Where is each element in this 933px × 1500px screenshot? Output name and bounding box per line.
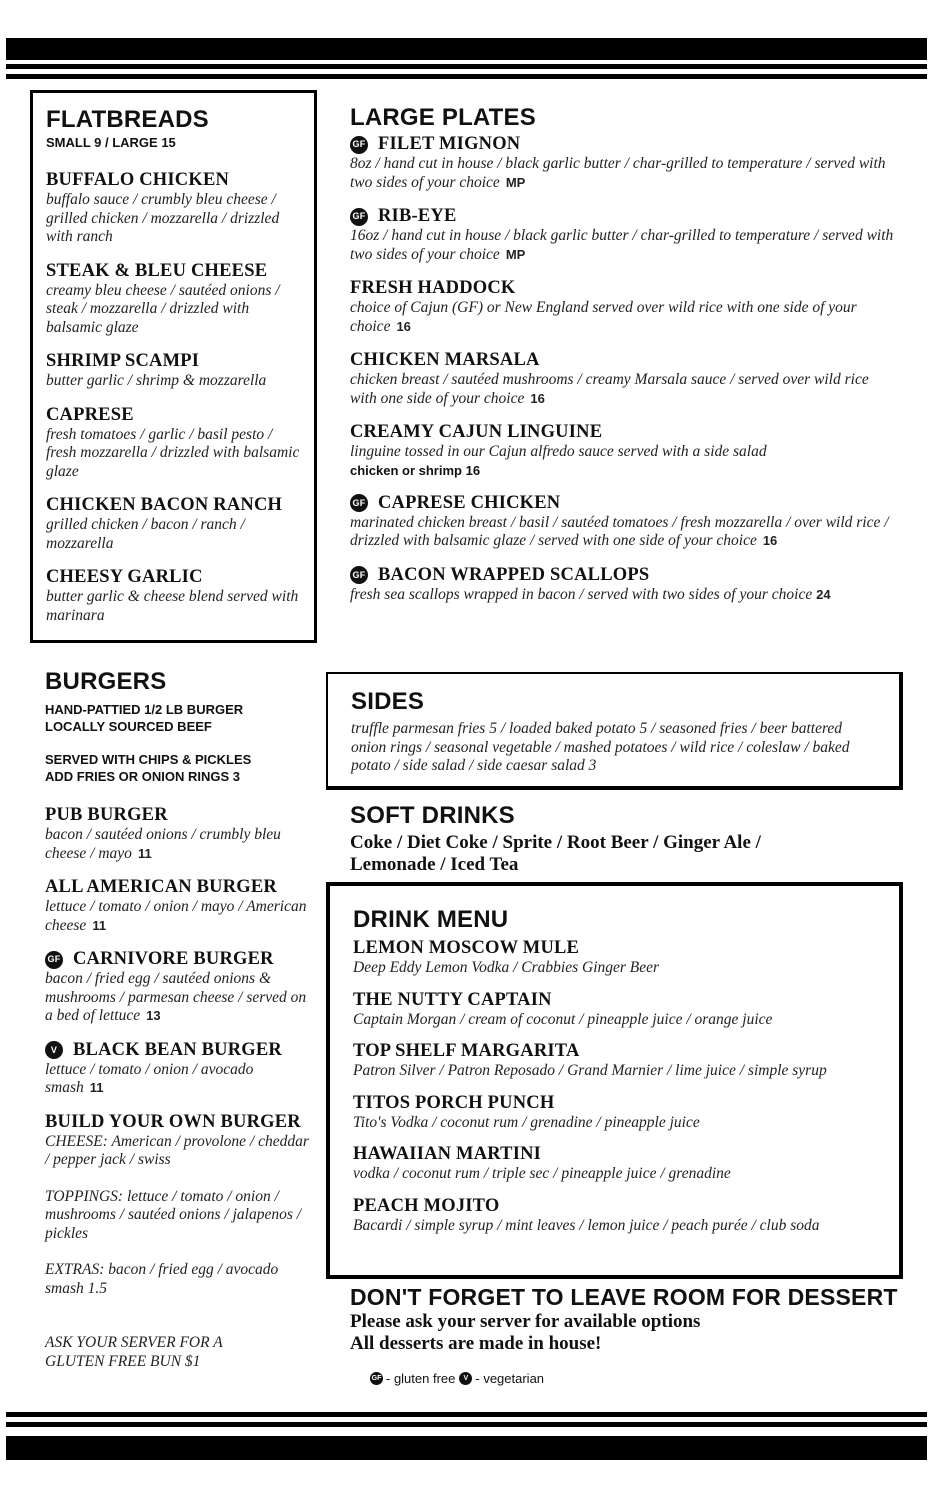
menu-item: STEAK & BLEU CHEESE creamy bleu cheese / sautéed onions / steak / mozzarella / drizzled with balsamic glaze xyxy=(46,260,280,336)
drink-menu-section xyxy=(326,882,903,1279)
drink-item: PEACH MOJITO Bacardi / simple syrup / mint leaves / lemon juice / peach purée / club soda xyxy=(353,1195,820,1234)
drink-item: TOP SHELF MARGARITA Patron Silver / Patron Reposado / Grand Marnier / lime juice / simple syrup xyxy=(353,1041,827,1079)
menu-item: PUB BURGER bacon / sautéed onions / crumbly bleu cheese / mayo 11 xyxy=(45,805,281,862)
bottom-stripe-2 xyxy=(6,1422,927,1427)
top-stripe-2 xyxy=(6,74,927,79)
menu-item: BUFFALO CHICKEN buffalo sauce / crumbly bleu cheese / grilled chicken / mozzarella / drizzled with ranch xyxy=(46,170,280,245)
menu-item: SHRIMP SCAMPI butter garlic / shrimp & mozzarella xyxy=(46,351,267,389)
burgers-section: BURGERS HAND-PATTIED 1/2 LB BURGER LOCALLY SOURCED BEEF SERVED WITH CHIPS & PICKLES ADD FRIES OR ONION RINGS 3 PUB BURGER bacon / sautéed onions / crumbly bleu cheese / mayo 11 ALL AMERICAN BURGER lettuce / tomato / onion / mayo / American cheese 11 GF CARNIVORE BURGER bacon / fried egg / sautéed onions & mushrooms / parmesan cheese / served on a bed of lettuce 13 V BLACK BEAN BURGER lettuce / tomato / onion / avocado smash 11 BUILD YOUR OWN BURGER CHEESE: American / provolone / cheddar / pepper jack / swiss TOPPINGS: lettuce / tomato / onion / mushrooms / sautéed onions / jalapenos / pickles EXTRAS: bacon / fried egg / avocado smash 1.5 ASK YOUR SERVER FOR A GLUTEN FREE BUN $1 xyxy=(45,668,309,1370)
flatbreads-sizes: SMALL 9 / LARGE 15 xyxy=(46,135,176,150)
drink-menu-title: DRINK MENU xyxy=(353,906,509,933)
sides-title: SIDES xyxy=(351,688,425,715)
menu-item: FRESH HADDOCK choice of Cajun (GF) or New England served over wild rice with one side of your choice 16 xyxy=(350,278,857,335)
menu-item: V BLACK BEAN BURGER lettuce / tomato / onion / avocado smash 11 xyxy=(45,1039,282,1096)
top-stripe-1 xyxy=(6,64,927,69)
drink-item: LEMON MOSCOW MULE Deep Eddy Lemon Vodka / Crabbies Ginger Beer xyxy=(353,938,660,976)
soft-drinks-section: SOFT DRINKS Coke / Diet Coke / Sprite / Root Beer / Ginger Ale / Lemonade / Iced Tea xyxy=(350,802,820,876)
menu-item-build-your-own: BUILD YOUR OWN BURGER CHEESE: American / provolone / cheddar / pepper jack / swiss TOPPINGS: lettuce / tomato / onion / mushrooms / sautéed onions / jalapenos / pickles EXTRAS: bacon / fried egg / avocado smash 1.5 xyxy=(45,1111,309,1297)
gluten-free-bun-note: ASK YOUR SERVER FOR A GLUTEN FREE BUN $1 xyxy=(45,1334,223,1370)
vegetarian-icon: V xyxy=(45,1041,63,1059)
bottom-stripe-1 xyxy=(6,1412,927,1417)
flatbreads-title: FLATBREADS xyxy=(46,106,209,133)
menu-item: CHEESY GARLIC butter garlic & cheese blend served with marinara xyxy=(46,567,299,624)
large-plates-section xyxy=(350,104,895,618)
menu-item: CHICKEN BACON RANCH grilled chicken / bacon / ranch / mozzarella xyxy=(46,495,283,552)
legend: GF - gluten free V - vegetarian xyxy=(371,1371,545,1386)
soft-drinks-title: SOFT DRINKS xyxy=(350,802,515,829)
gluten-free-icon: GF xyxy=(45,951,63,969)
menu-item: ALL AMERICAN BURGER lettuce / tomato / onion / mayo / American cheese 11 xyxy=(45,877,307,934)
menu-item: CAPRESE fresh tomatoes / garlic / basil pesto / fresh mozzarella / drizzled with balsamic glaze xyxy=(46,404,300,480)
drink-item: HAWAIIAN MARTINI vodka / coconut rum / triple sec / pineapple juice / grenadine xyxy=(353,1144,731,1182)
large-plates-title: LARGE PLATES xyxy=(350,104,536,131)
menu-item: GF CARNIVORE BURGER bacon / fried egg / sautéed onions & mushrooms / parmesan cheese / served on a bed of lettuce 13 xyxy=(45,949,307,1024)
dessert-section: DON'T FORGET TO LEAVE ROOM FOR DESSERT Please ask your server for available options All desserts are made in house! GF - gluten free V - vegetarian xyxy=(350,1283,910,1386)
gluten-free-icon: GF xyxy=(350,494,368,512)
drink-item: THE NUTTY CAPTAIN Captain Morgan / cream of coconut / pineapple juice / orange juice xyxy=(353,989,773,1028)
top-band-thick xyxy=(6,38,927,60)
flatbreads-section xyxy=(30,90,317,643)
menu-item: GF BACON WRAPPED SCALLOPS fresh sea scallops wrapped in bacon / served with two sides of your choice 24 xyxy=(350,564,831,603)
vegetarian-icon: V xyxy=(459,1372,472,1385)
menu-item: CHICKEN MARSALA chicken breast / sautéed mushrooms / creamy Marsala sauce / served over wild rice with one side of your choice 16 xyxy=(350,350,869,407)
sides-section: SIDES truffle parmesan fries 5 / loaded baked potato 5 / seasoned fries / beer battered onion rings / seasonal vegetable / mashed potatoes / wild rice / coleslaw / baked potato / side salad / side caesar salad 3 xyxy=(326,672,903,790)
burgers-title: BURGERS xyxy=(45,668,167,695)
gluten-free-icon: GF xyxy=(350,566,368,584)
menu-item: GF RIB-EYE 16oz / hand cut in house / black garlic butter / char-grilled to temperature / served with two sides of your choice MP xyxy=(350,206,894,263)
menu-item: CREAMY CAJUN LINGUINE linguine tossed in our Cajun alfredo sauce served with a side salad chicken or shrimp 16 xyxy=(350,422,767,478)
gluten-free-icon: GF xyxy=(350,208,368,226)
gluten-free-icon: GF xyxy=(370,1372,383,1385)
menu-item: GF CAPRESE CHICKEN marinated chicken breast / basil / sautéed tomatoes / fresh mozzarella / over wild rice / drizzled with balsamic glaze / served with one side of your choice 16 xyxy=(350,492,889,549)
bottom-band-thick xyxy=(6,1436,927,1460)
dessert-title: DON'T FORGET TO LEAVE ROOM FOR DESSERT xyxy=(350,1284,898,1310)
drink-item: TITOS PORCH PUNCH Tito's Vodka / coconut rum / grenadine / pineapple juice xyxy=(353,1092,700,1131)
menu-item: GF FILET MIGNON 8oz / hand cut in house / black garlic butter / char-grilled to temperature / served with two sides of your choice MP xyxy=(350,134,886,191)
gluten-free-icon: GF xyxy=(350,136,368,154)
